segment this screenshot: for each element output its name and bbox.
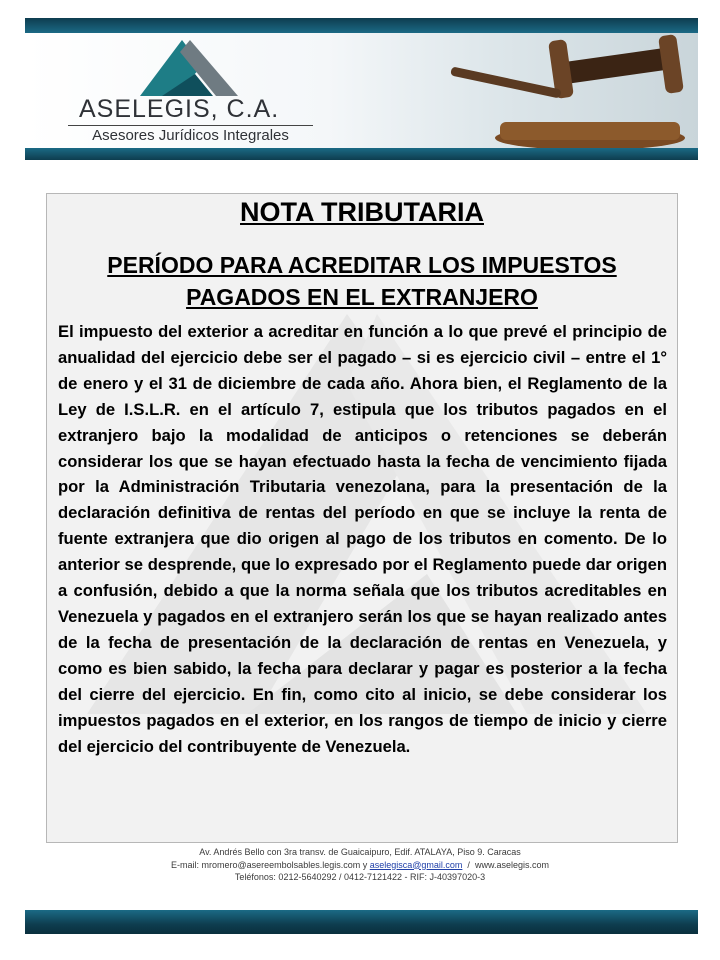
note-subtitle: PERÍODO PARA ACREDITAR LOS IMPUESTOS PAGADOS EN EL EXTRANJERO (107, 252, 617, 310)
note-content-box (46, 193, 678, 843)
company-tagline: Asesores Jurídicos Integrales (68, 125, 313, 144)
note-title: NOTA TRIBUTARIA (240, 197, 484, 227)
company-name: ASELEGIS, C.A. (79, 95, 280, 123)
footer-email-link[interactable]: aselegisca@gmail.com (369, 859, 463, 870)
footer-emails (0, 859, 720, 872)
footer-bar (25, 910, 698, 934)
note-body: El impuesto del exterior a acreditar en función a lo que prevé el principio de anualidad del ejercicio debe ser el pagado – si es ejercicio civil – entre el 1° de enero y el 31 de diciembre de cada año. Ahora bien, el Reglamento de la Ley de I.S.L.R. en el artículo 7, estipula que los tributos pagados en el extranjero bajo la modalidad de anticipos o retenciones se deberán considerar los que se hayan efectuado hasta la fecha de vencimiento fijada por la Administración Tributaria venezolana, para la presentación de la declaración definitiva de rentas del período en que se incluye la renta de fuente extranjera que dio origen al pago de los tributos en comento. De lo anterior se desprende, que lo expresado por el Reglamento puede dar origen a confusión, debido a que la norma señala que los tributos acreditables en Venezuela y pagados en el extranjero serán los que se hayan realizado antes de la fecha de presentación de la declaración de rentas en Venezuela, y como es bien sabido, la fecha para declarar y pagar es posterior a la fecha del cierre del ejercicio. En fin, como cito al inicio, se debe considerar los impuestos pagados en el exterior, en los rangos de tiempo de inicio y cierre del ejercicio del contribuyente de Venezuela. (58, 322, 667, 756)
gavel-icon (440, 30, 698, 148)
footer-address: Av. Andrés Bello con 3ra transv. de Guaicaipuro, Edif. ATALAYA, Piso 9. Caracas (199, 847, 521, 857)
footer-separator: / (467, 859, 470, 870)
footer-contact (0, 846, 720, 884)
header-bottom-stripe (25, 148, 698, 160)
footer-phones: Teléfonos: 0212-5640292 / 0412-7121422 - RIF: J-40397020-3 (234, 872, 486, 882)
footer-email-text: E-mail: mromero@asereembolsables.legis.com y (171, 859, 368, 870)
footer-website-link[interactable]: www.aselegis.com (474, 859, 549, 870)
